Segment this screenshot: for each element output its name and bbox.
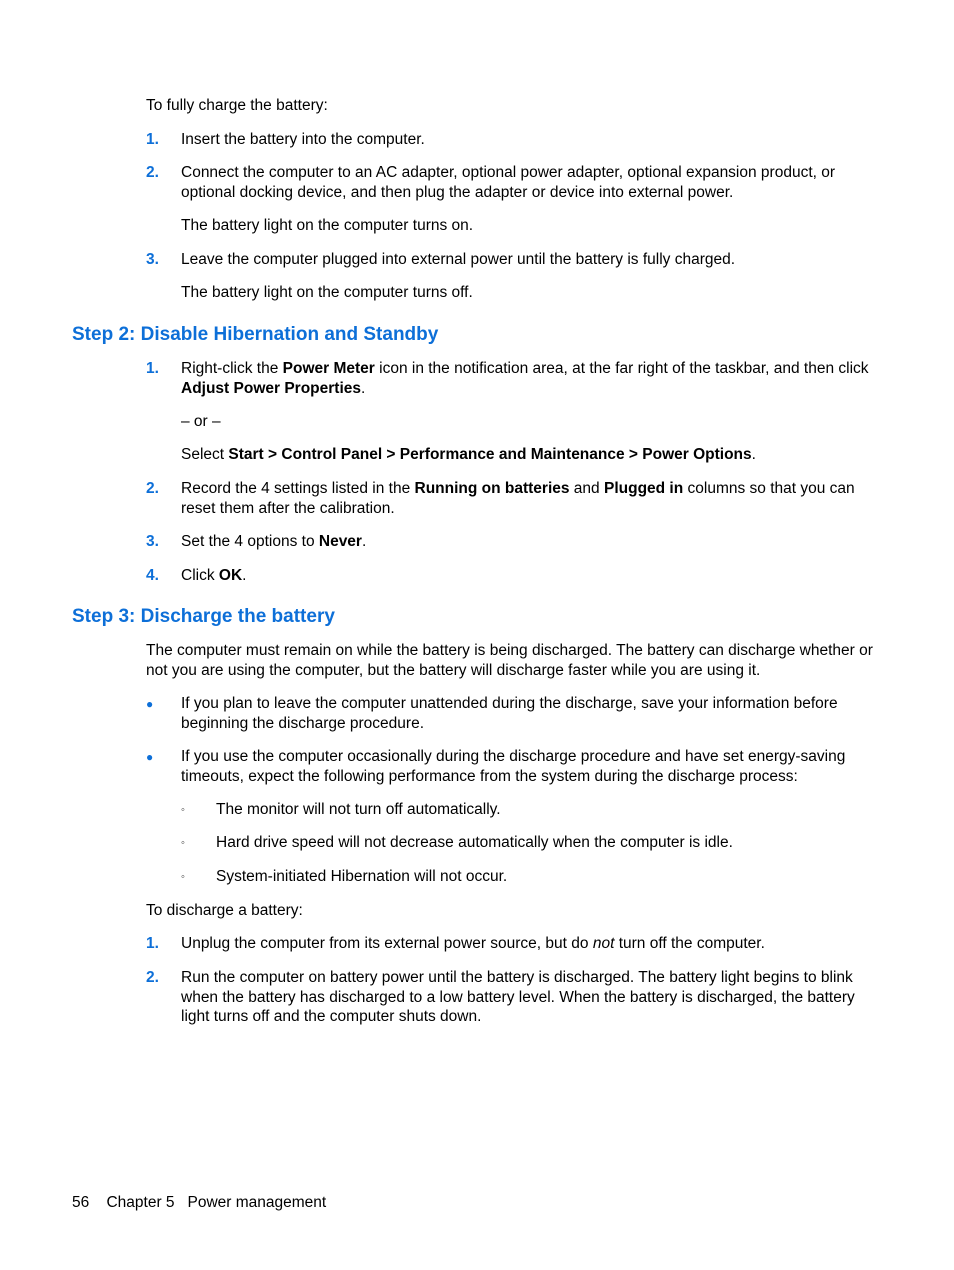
bullet-icon: ● <box>146 697 154 711</box>
intro-text: To fully charge the battery: <box>146 97 328 114</box>
bullet-icon: ● <box>146 750 154 764</box>
step-note: The battery light on the computer turns on. <box>181 217 474 234</box>
step-number: 2. <box>146 969 159 986</box>
step-text: Connect the computer to an AC adapter, optional power adapter, optional expansion product, or optional docking device, and then plug the adapter or device into external power. <box>181 164 836 201</box>
step-number: 3. <box>146 251 159 268</box>
step-number: 1. <box>146 935 159 952</box>
step-number: 2. <box>146 480 159 497</box>
step-number: 1. <box>146 360 159 377</box>
chapter-label: Chapter 5 <box>106 1194 175 1211</box>
step-text: Select Start > Control Panel > Performance and Maintenance > Power Options. <box>181 446 756 463</box>
bullet-text: If you use the computer occasionally during the discharge procedure and have set energy-saving timeouts, expect the following performance from the system during the discharge process: <box>181 748 846 785</box>
step-text: Record the 4 settings listed in the Running on batteries and Plugged in columns so that you can reset them after the calibration. <box>181 480 855 517</box>
sub-bullet-text: System-initiated Hibernation will not occur. <box>216 868 508 885</box>
sub-bullet-icon: ◦ <box>181 871 185 883</box>
sub-bullet-icon: ◦ <box>181 804 185 816</box>
step-number: 1. <box>146 131 159 148</box>
chapter-title: Power management <box>187 1194 327 1211</box>
step-number: 3. <box>146 533 159 550</box>
page-number: 56 <box>72 1194 90 1211</box>
step-text: Leave the computer plugged into external power until the battery is fully charged. <box>181 251 736 268</box>
step-text: Right-click the Power Meter icon in the notification area, at the far right of the taskbar, and then click Adjust Power Properties. <box>181 360 869 397</box>
step-text: Unplug the computer from its external power source, but do not turn off the computer. <box>181 935 765 952</box>
intro-text: To discharge a battery: <box>146 902 303 919</box>
step-text: Run the computer on battery power until the battery is discharged. The battery light begins to blink when the battery has discharged to a low battery level. When the battery is discharged, the battery light turns off and the computer shuts down. <box>181 969 855 1025</box>
page-footer <box>72 1193 326 1213</box>
section-heading: Step 3: Discharge the battery <box>72 606 335 627</box>
step-text: Insert the battery into the computer. <box>181 131 425 148</box>
step-text: Set the 4 options to Never. <box>181 533 367 550</box>
sub-bullet-icon: ◦ <box>181 837 185 849</box>
step-number: 2. <box>146 164 159 181</box>
sub-bullet-text: The monitor will not turn off automatically. <box>216 801 501 818</box>
bullet-text: If you plan to leave the computer unattended during the discharge, save your information before beginning the discharge procedure. <box>181 695 838 732</box>
step-number: 4. <box>146 567 159 584</box>
sub-bullet-text: Hard drive speed will not decrease automatically when the computer is idle. <box>216 834 733 851</box>
step-text: Click OK. <box>181 567 247 584</box>
step-note: The battery light on the computer turns off. <box>181 284 473 301</box>
paragraph: The computer must remain on while the battery is being discharged. The battery can discharge whether or not you are using the computer, but the battery will discharge faster while you are using it. <box>146 642 873 679</box>
section-heading: Step 2: Disable Hibernation and Standby <box>72 324 439 345</box>
or-separator: – or – <box>181 413 221 430</box>
